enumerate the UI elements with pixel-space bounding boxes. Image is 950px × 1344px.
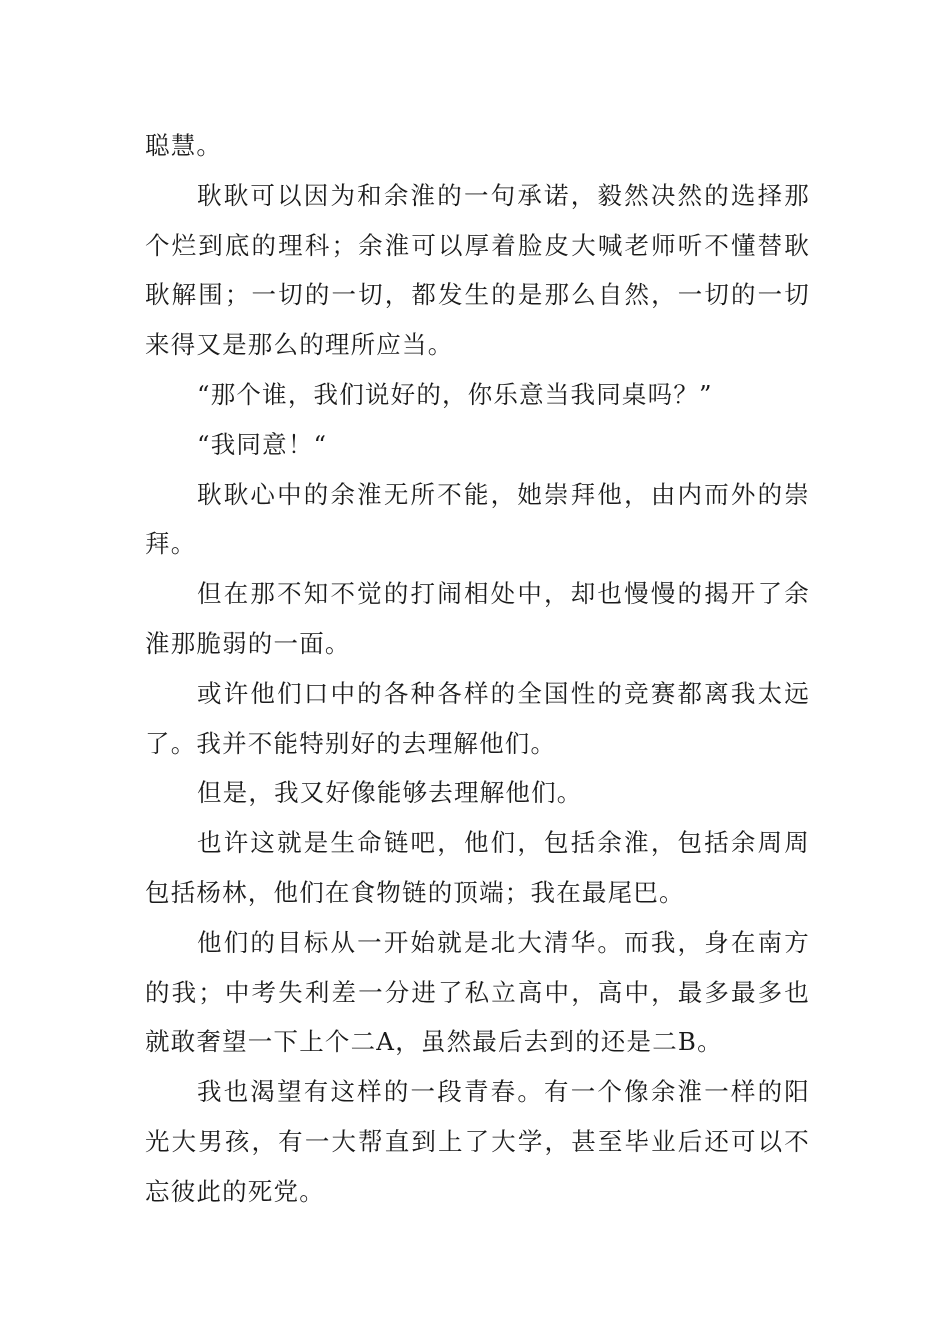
paragraph-11: 我也渴望有这样的一段青春。有一个像余淮一样的阳光大男孩，有一大帮直到上了大学，甚至毕业后还可以不忘彼此的死党。 <box>145 1077 810 1206</box>
paragraph-4: “我同意！“ <box>197 429 328 459</box>
paragraph-10: 他们的目标从一开始就是北大清华。而我，身在南方的我；中考失利差一分进了私立高中，高中，最多最多也就敢奢望一下上个二A，虽然最后去到的还是二B。 <box>145 927 810 1057</box>
paragraph-5: 耿耿心中的余淮无所不能，她崇拜他，由内而外的崇拜。 <box>145 479 810 559</box>
paragraph-6: 但在那不知不觉的打闹相处中，却也慢慢的揭开了余淮那脆弱的一面。 <box>145 579 810 658</box>
document-body <box>145 121 810 1217</box>
paragraph-2: 耿耿可以因为和余淮的一句承诺，毅然决然的选择那个烂到底的理科；余淮可以厚着脸皮大喊老师听不懂替耿耿解围；一切的一切，都发生的是那么自然，一切的一切来得又是那么的理所应当。 <box>145 180 810 360</box>
paragraph-9: 也许这就是生命链吧，他们，包括余淮，包括余周周包括杨林，他们在食物链的顶端；我在最尾巴。 <box>145 828 810 907</box>
paragraph-7: 或许他们口中的各种各样的全国性的竞赛都离我太远了。我并不能特别好的去理解他们。 <box>145 678 810 758</box>
paragraph-1: 聪慧。 <box>145 131 223 160</box>
paragraph-8: 但是，我又好像能够去理解他们。 <box>197 778 583 808</box>
paragraph-3: “那个谁，我们说好的，你乐意当我同桌吗？” <box>197 379 713 409</box>
